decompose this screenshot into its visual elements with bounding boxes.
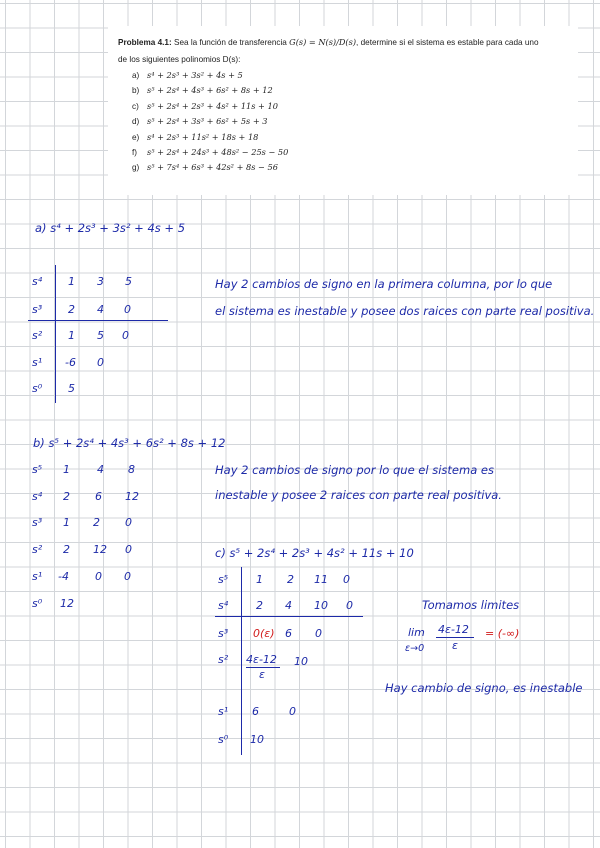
polynomial-item: f) s⁵ + 2s⁴ + 24s³ + 48s² − 25s − 50 [132,146,289,157]
limit-lim: lim [408,626,425,639]
routh-power: s⁰ [32,597,43,610]
routh-cell: 0 [122,329,129,342]
part-b-note-line1: Hay 2 cambios de signo por lo que el sistema es [215,463,494,477]
routh-power: s⁴ [218,599,229,612]
routh-cell: 0 [343,573,350,586]
routh-cell: 10 [250,733,264,746]
routh-cell: 3 [97,275,104,288]
routh-cell: 0 [124,303,131,316]
routh-cell: 2 [63,543,70,556]
polynomial-item: d) s⁵ + 2s⁴ + 3s³ + 6s² + 5s + 3 [132,116,268,127]
routh-power: s¹ [32,570,43,583]
routh-cell: 5 [68,382,75,395]
routh-cell: -6 [65,356,76,369]
routh-power: s⁰ [218,733,229,746]
routh-power: s⁴ [32,490,43,503]
problem-intro [118,34,573,68]
routh-power: s¹ [32,356,43,369]
part-a-note-line1: Hay 2 cambios de signo en la primera columna, por lo que [215,277,553,291]
part-b-heading: b) s⁵ + 2s⁴ + 4s³ + 6s² + 8s + 12 [33,436,226,450]
routh-horizontal-line [28,320,168,321]
routh-cell: 1 [256,573,263,586]
routh-power: s³ [218,627,229,640]
routh-cell: 0 [125,516,132,529]
part-c-heading: c) s⁵ + 2s⁴ + 2s³ + 4s² + 11s + 10 [215,546,414,560]
routh-vertical-line [55,265,56,403]
routh-cell: 11 [314,573,328,586]
routh-cell: 0 [95,570,102,583]
routh-cell: 2 [287,573,294,586]
routh-power: s² [32,543,43,556]
routh-power: s⁴ [32,275,43,288]
routh-cell: 4 [97,463,104,476]
polynomial-list [132,68,288,176]
routh-power: s² [32,329,43,342]
routh-cell: 5 [125,275,132,288]
routh-cell: 0 [315,627,322,640]
polynomial-item: c) s⁵ + 2s⁴ + 2s³ + 4s² + 11s + 10 [132,100,278,111]
routh-cell: 0 [124,570,131,583]
routh-cell: 4 [97,303,104,316]
routh-cell-numerator: 4ε-12 [246,653,277,666]
problem-text-before: Sea la función de transferencia [173,38,287,47]
routh-cell: 0 [346,599,353,612]
routh-power: s⁰ [32,382,43,395]
routh-cell: 6 [95,490,102,503]
problem-text-after: , determine si el sistema es estable para cada uno [356,38,539,47]
routh-cell: 4 [285,599,292,612]
routh-cell: 6 [285,627,292,640]
problem-title: Problema 4.1: [118,38,172,47]
polynomial-item: a) s⁴ + 2s³ + 3s² + 4s + 5 [132,70,243,80]
routh-cell: 2 [256,599,263,612]
transfer-function-formula: G(s) = N(s)/D(s) [289,37,357,47]
routh-cell-epsilon: 0(ε) [253,627,275,640]
polynomial-item: g) s⁵ + 7s⁴ + 6s³ + 42s² + 8s − 56 [132,162,278,173]
routh-cell: 10 [314,599,328,612]
routh-cell-denominator: ε [259,668,265,681]
part-a-note-line2: el sistema es inestable y posee dos raices con parte real positiva. [215,304,595,318]
limit-subscript: ε→0 [405,643,425,654]
routh-cell: 12 [93,543,107,556]
limit-result: = (-∞) [485,627,520,640]
routh-cell: 8 [128,463,135,476]
routh-cell: 6 [252,705,259,718]
routh-power: s² [218,653,229,666]
routh-cell: 0 [125,543,132,556]
routh-cell: 10 [294,655,308,668]
routh-cell: 1 [63,516,70,529]
routh-cell: 12 [60,597,74,610]
routh-cell: 1 [68,275,75,288]
routh-cell: 1 [63,463,70,476]
polynomial-item: b) s⁵ + 2s⁴ + 4s³ + 6s² + 8s + 12 [132,85,273,96]
part-b-note-line2: inestable y posee 2 raices con parte real positiva. [215,488,502,502]
routh-horizontal-line [215,616,363,617]
limit-title: Tomamos limites [422,598,520,612]
routh-power: s³ [32,516,43,529]
problem-text-line2: de los siguientes polinomios D(s): [118,55,241,64]
routh-cell: 12 [125,490,139,503]
routh-cell: -4 [58,570,69,583]
problem-statement [108,26,578,195]
routh-vertical-line [241,567,242,755]
part-a-heading: a) s⁴ + 2s³ + 3s² + 4s + 5 [35,221,186,235]
routh-cell: 5 [97,329,104,342]
part-c-conclusion: Hay cambio de signo, es inestable [385,681,583,695]
limit-denominator: ε [452,639,458,652]
routh-power: s⁵ [32,463,43,476]
routh-power: s¹ [218,705,229,718]
routh-power: s³ [32,303,43,316]
routh-cell: 0 [97,356,104,369]
routh-cell: 2 [93,516,100,529]
routh-cell: 0 [289,705,296,718]
routh-cell: 2 [63,490,70,503]
limit-fraction-bar [436,637,474,638]
limit-numerator: 4ε-12 [438,623,469,636]
routh-power: s⁵ [218,573,229,586]
routh-cell: 1 [68,329,75,342]
polynomial-item: e) s⁴ + 2s³ + 11s² + 18s + 18 [132,131,259,142]
routh-cell: 2 [68,303,75,316]
